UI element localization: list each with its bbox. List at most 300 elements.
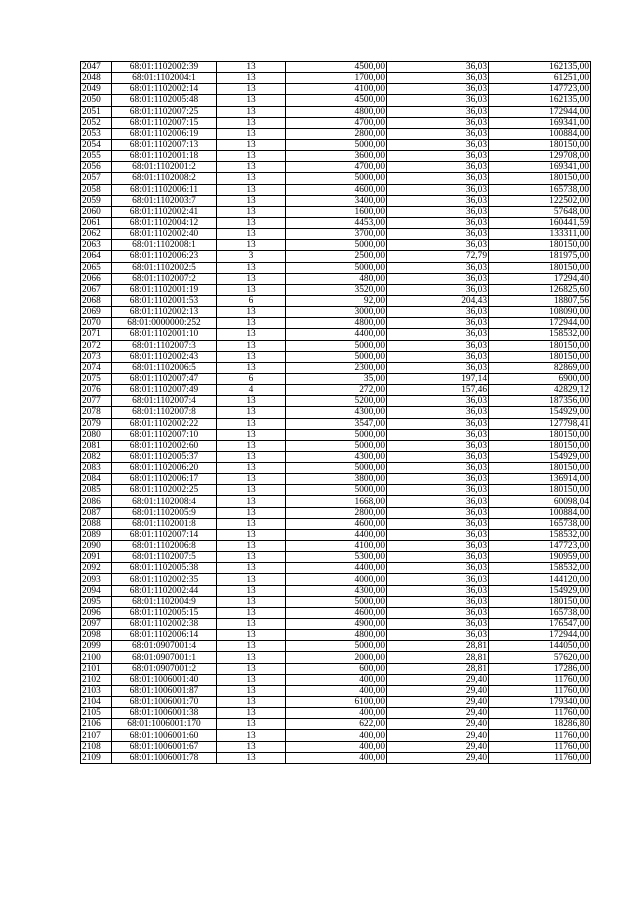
unit-price-cell: 36,03 <box>387 106 489 117</box>
total-value-cell: 158532,00 <box>489 563 591 574</box>
row-number-cell: 2056 <box>81 162 112 173</box>
unit-price-cell: 36,03 <box>387 541 489 552</box>
row-number-cell: 2078 <box>81 407 112 418</box>
cadastral-number-cell: 68:01:1102002:39 <box>112 62 217 73</box>
category-code-cell: 13 <box>217 697 286 708</box>
category-code-cell: 13 <box>217 619 286 630</box>
area-value-cell: 2500,00 <box>286 251 387 262</box>
row-number-cell: 2097 <box>81 619 112 630</box>
row-number-cell: 2108 <box>81 741 112 752</box>
total-value-cell: 61251,00 <box>489 73 591 84</box>
unit-price-cell: 36,03 <box>387 596 489 607</box>
row-number-cell: 2086 <box>81 496 112 507</box>
table-row <box>81 373 591 384</box>
total-value-cell: 17286,00 <box>489 663 591 674</box>
row-number-cell: 2062 <box>81 229 112 240</box>
unit-price-cell: 36,03 <box>387 396 489 407</box>
area-value-cell: 600,00 <box>286 663 387 674</box>
row-number-cell: 2081 <box>81 440 112 451</box>
category-code-cell: 3 <box>217 251 286 262</box>
category-code-cell: 13 <box>217 741 286 752</box>
row-number-cell: 2055 <box>81 151 112 162</box>
category-code-cell: 13 <box>217 541 286 552</box>
table-row <box>81 552 591 563</box>
category-code-cell: 13 <box>217 630 286 641</box>
row-number-cell: 2047 <box>81 62 112 73</box>
row-number-cell: 2058 <box>81 184 112 195</box>
category-code-cell: 13 <box>217 62 286 73</box>
table-row <box>81 496 591 507</box>
area-value-cell: 2000,00 <box>286 652 387 663</box>
area-value-cell: 5000,00 <box>286 240 387 251</box>
area-value-cell: 4500,00 <box>286 95 387 106</box>
table-row <box>81 240 591 251</box>
unit-price-cell: 36,03 <box>387 552 489 563</box>
table-row <box>81 641 591 652</box>
category-code-cell: 13 <box>217 719 286 730</box>
table-row <box>81 485 591 496</box>
category-code-cell: 13 <box>217 329 286 340</box>
total-value-cell: 122502,00 <box>489 195 591 206</box>
area-value-cell: 4600,00 <box>286 184 387 195</box>
area-value-cell: 400,00 <box>286 685 387 696</box>
table-row <box>81 563 591 574</box>
area-value-cell: 1700,00 <box>286 73 387 84</box>
category-code-cell: 13 <box>217 418 286 429</box>
cadastral-number-cell: 68:01:1102008:2 <box>112 173 217 184</box>
total-value-cell: 147723,00 <box>489 84 591 95</box>
cadastral-number-cell: 68:01:1102004:12 <box>112 217 217 228</box>
total-value-cell: 165738,00 <box>489 607 591 618</box>
table-row <box>81 418 591 429</box>
area-value-cell: 4100,00 <box>286 541 387 552</box>
row-number-cell: 2087 <box>81 507 112 518</box>
unit-price-cell: 28,81 <box>387 641 489 652</box>
row-number-cell: 2099 <box>81 641 112 652</box>
area-value-cell: 4453,00 <box>286 217 387 228</box>
row-number-cell: 2095 <box>81 596 112 607</box>
area-value-cell: 4800,00 <box>286 630 387 641</box>
category-code-cell: 13 <box>217 162 286 173</box>
total-value-cell: 127798,41 <box>489 418 591 429</box>
cadastral-number-cell: 68:01:0907001:4 <box>112 641 217 652</box>
area-value-cell: 5000,00 <box>286 340 387 351</box>
category-code-cell: 13 <box>217 585 286 596</box>
total-value-cell: 179340,00 <box>489 697 591 708</box>
cadastral-number-cell: 68:01:1102001:10 <box>112 329 217 340</box>
area-value-cell: 4400,00 <box>286 329 387 340</box>
row-number-cell: 2063 <box>81 240 112 251</box>
cadastral-number-cell: 68:01:1102007:2 <box>112 273 217 284</box>
category-code-cell: 13 <box>217 84 286 95</box>
area-value-cell: 4700,00 <box>286 117 387 128</box>
category-code-cell: 13 <box>217 206 286 217</box>
area-value-cell: 5000,00 <box>286 173 387 184</box>
table-row <box>81 396 591 407</box>
table-row <box>81 95 591 106</box>
total-value-cell: 100884,00 <box>489 128 591 139</box>
unit-price-cell: 36,03 <box>387 574 489 585</box>
area-value-cell: 5000,00 <box>286 139 387 150</box>
table-row <box>81 273 591 284</box>
area-value-cell: 5000,00 <box>286 440 387 451</box>
row-number-cell: 2048 <box>81 73 112 84</box>
cadastral-number-cell: 68:01:1102006:17 <box>112 474 217 485</box>
table-row <box>81 362 591 373</box>
table-row <box>81 619 591 630</box>
cadastral-number-cell: 68:01:1102002:22 <box>112 418 217 429</box>
cadastral-number-cell: 68:01:1102002:40 <box>112 229 217 240</box>
category-code-cell: 13 <box>217 518 286 529</box>
total-value-cell: 11760,00 <box>489 685 591 696</box>
cadastral-number-cell: 68:01:1006001:87 <box>112 685 217 696</box>
category-code-cell: 13 <box>217 340 286 351</box>
unit-price-cell: 28,81 <box>387 652 489 663</box>
row-number-cell: 2064 <box>81 251 112 262</box>
row-number-cell: 2069 <box>81 307 112 318</box>
area-value-cell: 3700,00 <box>286 229 387 240</box>
table-row <box>81 385 591 396</box>
cadastral-number-cell: 68:01:1102007:47 <box>112 373 217 384</box>
cadastral-number-cell: 68:01:1102007:5 <box>112 552 217 563</box>
unit-price-cell: 204,43 <box>387 295 489 306</box>
category-code-cell: 13 <box>217 552 286 563</box>
area-value-cell: 480,00 <box>286 273 387 284</box>
cadastral-number-cell: 68:01:1102002:35 <box>112 574 217 585</box>
cadastral-number-cell: 68:01:1102002:60 <box>112 440 217 451</box>
category-code-cell: 13 <box>217 507 286 518</box>
total-value-cell: 133311,00 <box>489 229 591 240</box>
category-code-cell: 6 <box>217 295 286 306</box>
unit-price-cell: 36,03 <box>387 73 489 84</box>
unit-price-cell: 36,03 <box>387 474 489 485</box>
category-code-cell: 13 <box>217 273 286 284</box>
unit-price-cell: 36,03 <box>387 139 489 150</box>
total-value-cell: 162135,00 <box>489 62 591 73</box>
row-number-cell: 2082 <box>81 451 112 462</box>
row-number-cell: 2049 <box>81 84 112 95</box>
table-row <box>81 251 591 262</box>
table-row <box>81 217 591 228</box>
total-value-cell: 147723,00 <box>489 541 591 552</box>
area-value-cell: 92,00 <box>286 295 387 306</box>
table-row <box>81 752 591 763</box>
cadastral-number-cell: 68:01:1102004:1 <box>112 73 217 84</box>
unit-price-cell: 29,40 <box>387 674 489 685</box>
category-code-cell: 13 <box>217 663 286 674</box>
table-row <box>81 73 591 84</box>
area-value-cell: 5000,00 <box>286 351 387 362</box>
unit-price-cell: 36,03 <box>387 362 489 373</box>
category-code-cell: 13 <box>217 496 286 507</box>
unit-price-cell: 29,40 <box>387 708 489 719</box>
category-code-cell: 13 <box>217 229 286 240</box>
area-value-cell: 5000,00 <box>286 262 387 273</box>
cadastral-number-cell: 68:01:1006001:78 <box>112 752 217 763</box>
total-value-cell: 165738,00 <box>489 184 591 195</box>
total-value-cell: 129708,00 <box>489 151 591 162</box>
area-value-cell: 4300,00 <box>286 407 387 418</box>
row-number-cell: 2059 <box>81 195 112 206</box>
row-number-cell: 2071 <box>81 329 112 340</box>
category-code-cell: 13 <box>217 351 286 362</box>
total-value-cell: 172944,00 <box>489 106 591 117</box>
unit-price-cell: 36,03 <box>387 518 489 529</box>
area-value-cell: 4900,00 <box>286 619 387 630</box>
area-value-cell: 4400,00 <box>286 529 387 540</box>
total-value-cell: 17294,40 <box>489 273 591 284</box>
unit-price-cell: 36,03 <box>387 273 489 284</box>
total-value-cell: 154929,00 <box>489 585 591 596</box>
total-value-cell: 11760,00 <box>489 674 591 685</box>
total-value-cell: 176547,00 <box>489 619 591 630</box>
cadastral-number-cell: 68:01:1006001:170 <box>112 719 217 730</box>
total-value-cell: 160441,59 <box>489 217 591 228</box>
cadastral-number-cell: 68:01:1006001:67 <box>112 741 217 752</box>
category-code-cell: 13 <box>217 485 286 496</box>
cadastral-number-cell: 68:01:1102006:14 <box>112 630 217 641</box>
row-number-cell: 2080 <box>81 429 112 440</box>
cadastral-number-cell: 68:01:1102001:53 <box>112 295 217 306</box>
table-row <box>81 630 591 641</box>
table-row <box>81 262 591 273</box>
category-code-cell: 13 <box>217 73 286 84</box>
table-row <box>81 507 591 518</box>
total-value-cell: 181975,00 <box>489 251 591 262</box>
cadastral-number-cell: 68:01:1102005:15 <box>112 607 217 618</box>
total-value-cell: 60098,04 <box>489 496 591 507</box>
cadastral-number-cell: 68:01:0907001:2 <box>112 663 217 674</box>
row-number-cell: 2057 <box>81 173 112 184</box>
total-value-cell: 144120,00 <box>489 574 591 585</box>
row-number-cell: 2079 <box>81 418 112 429</box>
table-row <box>81 340 591 351</box>
unit-price-cell: 36,03 <box>387 440 489 451</box>
unit-price-cell: 36,03 <box>387 607 489 618</box>
row-number-cell: 2089 <box>81 529 112 540</box>
table-row <box>81 206 591 217</box>
row-number-cell: 2065 <box>81 262 112 273</box>
total-value-cell: 180150,00 <box>489 440 591 451</box>
table-row <box>81 173 591 184</box>
cadastral-number-cell: 68:01:1102006:19 <box>112 128 217 139</box>
category-code-cell: 13 <box>217 641 286 652</box>
category-code-cell: 6 <box>217 373 286 384</box>
area-value-cell: 4100,00 <box>286 84 387 95</box>
cadastral-number-cell: 68:01:1102002:38 <box>112 619 217 630</box>
category-code-cell: 13 <box>217 674 286 685</box>
table-row <box>81 284 591 295</box>
unit-price-cell: 36,03 <box>387 451 489 462</box>
area-value-cell: 2800,00 <box>286 507 387 518</box>
total-value-cell: 57648,00 <box>489 206 591 217</box>
total-value-cell: 172944,00 <box>489 630 591 641</box>
unit-price-cell: 29,40 <box>387 719 489 730</box>
total-value-cell: 158532,00 <box>489 529 591 540</box>
row-number-cell: 2093 <box>81 574 112 585</box>
cadastral-number-cell: 68:01:1102001:18 <box>112 151 217 162</box>
unit-price-cell: 29,40 <box>387 741 489 752</box>
row-number-cell: 2100 <box>81 652 112 663</box>
table-row <box>81 407 591 418</box>
unit-price-cell: 36,03 <box>387 407 489 418</box>
category-code-cell: 13 <box>217 440 286 451</box>
total-value-cell: 180150,00 <box>489 485 591 496</box>
table-body <box>81 62 591 764</box>
row-number-cell: 2085 <box>81 485 112 496</box>
table-row <box>81 741 591 752</box>
cadastral-number-cell: 68:01:1102007:49 <box>112 385 217 396</box>
unit-price-cell: 36,03 <box>387 151 489 162</box>
unit-price-cell: 72,79 <box>387 251 489 262</box>
area-value-cell: 4300,00 <box>286 585 387 596</box>
cadastral-number-cell: 68:01:1102005:38 <box>112 563 217 574</box>
area-value-cell: 6100,00 <box>286 697 387 708</box>
category-code-cell: 13 <box>217 95 286 106</box>
cadastral-number-cell: 68:01:1006001:38 <box>112 708 217 719</box>
cadastral-number-cell: 68:01:1102007:13 <box>112 139 217 150</box>
cadastral-number-cell: 68:01:0000000:252 <box>112 318 217 329</box>
category-code-cell: 13 <box>217 284 286 295</box>
unit-price-cell: 36,03 <box>387 173 489 184</box>
table-row <box>81 62 591 73</box>
cadastral-number-cell: 68:01:1006001:60 <box>112 730 217 741</box>
row-number-cell: 2083 <box>81 463 112 474</box>
cadastral-number-cell: 68:01:1006001:40 <box>112 674 217 685</box>
area-value-cell: 1600,00 <box>286 206 387 217</box>
cadastral-number-cell: 68:01:1102002:43 <box>112 351 217 362</box>
category-code-cell: 13 <box>217 474 286 485</box>
cadastral-number-cell: 68:01:1102001:2 <box>112 162 217 173</box>
cadastral-number-cell: 68:01:1102001:8 <box>112 518 217 529</box>
area-value-cell: 4600,00 <box>286 607 387 618</box>
category-code-cell: 4 <box>217 385 286 396</box>
cadastral-number-cell: 68:01:1102005:48 <box>112 95 217 106</box>
unit-price-cell: 29,40 <box>387 697 489 708</box>
category-code-cell: 13 <box>217 563 286 574</box>
table-row <box>81 685 591 696</box>
total-value-cell: 180150,00 <box>489 429 591 440</box>
category-code-cell: 13 <box>217 607 286 618</box>
area-value-cell: 400,00 <box>286 752 387 763</box>
row-number-cell: 2051 <box>81 106 112 117</box>
total-value-cell: 42829,12 <box>489 385 591 396</box>
category-code-cell: 13 <box>217 730 286 741</box>
cadastral-number-cell: 68:01:1102001:19 <box>112 284 217 295</box>
row-number-cell: 2091 <box>81 552 112 563</box>
area-value-cell: 3000,00 <box>286 307 387 318</box>
unit-price-cell: 36,03 <box>387 240 489 251</box>
row-number-cell: 2103 <box>81 685 112 696</box>
row-number-cell: 2096 <box>81 607 112 618</box>
total-value-cell: 11760,00 <box>489 708 591 719</box>
area-value-cell: 4700,00 <box>286 162 387 173</box>
total-value-cell: 154929,00 <box>489 407 591 418</box>
row-number-cell: 2075 <box>81 373 112 384</box>
table-row <box>81 162 591 173</box>
cadastral-number-cell: 68:01:1102007:4 <box>112 396 217 407</box>
category-code-cell: 13 <box>217 117 286 128</box>
unit-price-cell: 36,03 <box>387 329 489 340</box>
row-number-cell: 2068 <box>81 295 112 306</box>
cadastral-number-cell: 68:01:1102007:25 <box>112 106 217 117</box>
unit-price-cell: 29,40 <box>387 685 489 696</box>
unit-price-cell: 36,03 <box>387 217 489 228</box>
row-number-cell: 2061 <box>81 217 112 228</box>
row-number-cell: 2073 <box>81 351 112 362</box>
total-value-cell: 136914,00 <box>489 474 591 485</box>
total-value-cell: 154929,00 <box>489 451 591 462</box>
total-value-cell: 18807,56 <box>489 295 591 306</box>
category-code-cell: 13 <box>217 451 286 462</box>
unit-price-cell: 36,03 <box>387 507 489 518</box>
row-number-cell: 2084 <box>81 474 112 485</box>
cadastral-number-cell: 68:01:1102002:13 <box>112 307 217 318</box>
row-number-cell: 2072 <box>81 340 112 351</box>
unit-price-cell: 36,03 <box>387 117 489 128</box>
unit-price-cell: 36,03 <box>387 340 489 351</box>
unit-price-cell: 36,03 <box>387 262 489 273</box>
table-row <box>81 607 591 618</box>
category-code-cell: 13 <box>217 362 286 373</box>
total-value-cell: 187356,00 <box>489 396 591 407</box>
row-number-cell: 2070 <box>81 318 112 329</box>
total-value-cell: 180150,00 <box>489 240 591 251</box>
table-row <box>81 318 591 329</box>
cadastral-number-cell: 68:01:1102005:37 <box>112 451 217 462</box>
row-number-cell: 2092 <box>81 563 112 574</box>
table-row <box>81 351 591 362</box>
row-number-cell: 2090 <box>81 541 112 552</box>
total-value-cell: 82869,00 <box>489 362 591 373</box>
table-row <box>81 652 591 663</box>
total-value-cell: 11760,00 <box>489 730 591 741</box>
table-row <box>81 730 591 741</box>
table-row <box>81 295 591 306</box>
area-value-cell: 2300,00 <box>286 362 387 373</box>
unit-price-cell: 36,03 <box>387 619 489 630</box>
area-value-cell: 5300,00 <box>286 552 387 563</box>
unit-price-cell: 157,46 <box>387 385 489 396</box>
area-value-cell: 3520,00 <box>286 284 387 295</box>
unit-price-cell: 36,03 <box>387 307 489 318</box>
table-row <box>81 440 591 451</box>
row-number-cell: 2088 <box>81 518 112 529</box>
total-value-cell: 100884,00 <box>489 507 591 518</box>
row-number-cell: 2066 <box>81 273 112 284</box>
cadastral-value-table <box>80 61 591 764</box>
cadastral-number-cell: 68:01:1102007:14 <box>112 529 217 540</box>
area-value-cell: 5000,00 <box>286 463 387 474</box>
area-value-cell: 272,00 <box>286 385 387 396</box>
cadastral-number-cell: 68:01:1102002:41 <box>112 206 217 217</box>
row-number-cell: 2105 <box>81 708 112 719</box>
total-value-cell: 180150,00 <box>489 351 591 362</box>
category-code-cell: 13 <box>217 128 286 139</box>
category-code-cell: 13 <box>217 396 286 407</box>
table-row <box>81 151 591 162</box>
table-row <box>81 708 591 719</box>
unit-price-cell: 36,03 <box>387 585 489 596</box>
total-value-cell: 11760,00 <box>489 741 591 752</box>
row-number-cell: 2104 <box>81 697 112 708</box>
row-number-cell: 2107 <box>81 730 112 741</box>
area-value-cell: 3400,00 <box>286 195 387 206</box>
area-value-cell: 5000,00 <box>286 596 387 607</box>
category-code-cell: 13 <box>217 752 286 763</box>
area-value-cell: 2800,00 <box>286 128 387 139</box>
area-value-cell: 3547,00 <box>286 418 387 429</box>
